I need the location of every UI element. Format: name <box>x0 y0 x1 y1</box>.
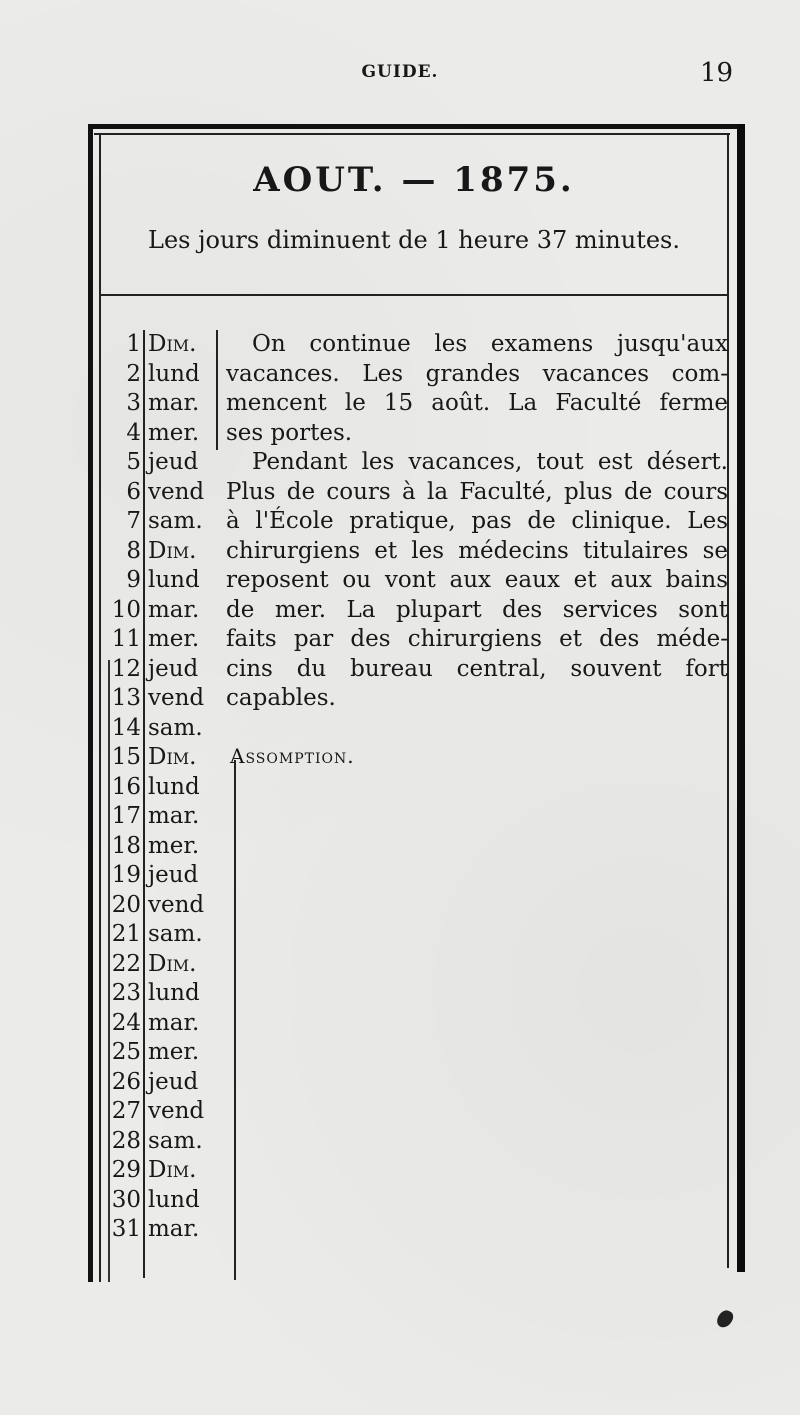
weekday-name: Dim. <box>148 744 197 770</box>
frame-top-inner-border <box>94 133 730 135</box>
weekday-name: lund <box>148 773 200 800</box>
day-number: 3 <box>126 390 141 416</box>
day-row <box>104 1215 234 1245</box>
note-line: ses portes. <box>226 419 353 446</box>
page-number: 19 <box>700 58 734 88</box>
day-number: 26 <box>111 1068 141 1095</box>
note-line: Pendant les vacances, tout est désert. <box>252 449 728 475</box>
note-line: chirurgiens et les médecins titulaires se <box>226 537 728 564</box>
day-length-note: Les jours diminuent de 1 heure 37 minutes. <box>148 226 680 254</box>
day-row <box>104 743 234 773</box>
note-line: de mer. La plupart des services sont <box>226 596 728 623</box>
day-row <box>104 478 234 508</box>
day-number: 7 <box>126 508 141 534</box>
day-number: 15 <box>111 744 141 770</box>
day-number: 16 <box>111 773 141 800</box>
day-number: 9 <box>126 567 141 593</box>
day-number: 2 <box>126 360 141 387</box>
day-row <box>104 1127 234 1157</box>
day-number: 25 <box>111 1039 141 1065</box>
day-row <box>104 1186 234 1216</box>
weekday-name: mar. <box>148 596 200 623</box>
weekday-name: mer. <box>148 419 200 446</box>
day-row <box>104 537 234 567</box>
weekday-name: mer. <box>148 832 200 859</box>
note-line: On continue les examens jusqu'aux <box>252 331 728 357</box>
weekday-name: Dim. <box>148 331 197 357</box>
day-row <box>104 920 234 950</box>
day-row <box>104 684 234 714</box>
day-number: 5 <box>126 449 141 475</box>
weekday-name: Dim. <box>148 950 197 977</box>
day-number: 11 <box>111 626 141 652</box>
day-row <box>104 655 234 685</box>
month-notes <box>226 330 728 714</box>
day-number: 6 <box>126 478 141 505</box>
day-number: 24 <box>111 1009 141 1036</box>
feast-label: Assomption. <box>230 744 355 768</box>
weekday-name: vend <box>148 685 205 711</box>
weekday-name: sam. <box>148 508 203 534</box>
weekday-name: lund <box>148 980 200 1006</box>
day-row <box>104 448 234 478</box>
day-number: 17 <box>111 803 141 829</box>
calendar-day-list <box>104 330 234 1245</box>
weekday-name: mer. <box>148 626 200 652</box>
day-row <box>104 861 234 891</box>
note-line: reposent ou vont aux eaux et aux bains <box>226 567 728 593</box>
day-number: 22 <box>111 950 141 977</box>
weekday-name: mar. <box>148 803 200 829</box>
weekday-name: mer. <box>148 1039 200 1065</box>
weekday-name: sam. <box>148 714 203 741</box>
weekday-name: mar. <box>148 1009 200 1036</box>
note-line: Plus de cours à la Faculté, plus de cours <box>226 478 728 505</box>
day-row <box>104 389 234 419</box>
day-number: 4 <box>126 419 141 446</box>
day-row <box>104 773 234 803</box>
month-title: AOUT. — 1875. <box>253 160 575 200</box>
day-number: 30 <box>111 1186 141 1213</box>
weekday-name: jeud <box>148 449 199 475</box>
frame-left-border <box>88 124 93 1282</box>
weekday-name: lund <box>148 567 200 593</box>
day-row <box>104 1156 234 1186</box>
day-row <box>104 596 234 626</box>
day-row <box>104 714 234 744</box>
day-row <box>104 625 234 655</box>
day-number: 13 <box>111 685 141 711</box>
day-row <box>104 1097 234 1127</box>
day-number: 1 <box>126 331 141 357</box>
weekday-name: sam. <box>148 921 203 947</box>
weekday-name: Dim. <box>148 1157 197 1183</box>
day-row <box>104 832 234 862</box>
header-divider <box>101 294 727 296</box>
day-number: 12 <box>111 655 141 682</box>
weekday-name: vend <box>148 891 205 918</box>
note-line: vacances. Les grandes vacances com- <box>226 360 728 387</box>
day-row <box>104 1068 234 1098</box>
day-row <box>104 802 234 832</box>
weekday-name: mar. <box>148 390 200 416</box>
weekday-name: jeud <box>148 1068 199 1095</box>
day-number: 27 <box>111 1098 141 1124</box>
day-number: 21 <box>111 921 141 947</box>
day-number: 10 <box>111 596 141 623</box>
frame-top-border <box>88 124 740 129</box>
day-number: 31 <box>111 1216 141 1242</box>
day-row <box>104 891 234 921</box>
day-number: 14 <box>111 714 141 741</box>
day-row <box>104 419 234 449</box>
running-title: GUIDE. <box>361 62 439 82</box>
weekday-name: lund <box>148 1186 200 1213</box>
running-head <box>0 58 800 92</box>
day-number: 19 <box>111 862 141 888</box>
day-row <box>104 566 234 596</box>
day-row <box>104 950 234 980</box>
weekday-name: mar. <box>148 1216 200 1242</box>
note-line: capables. <box>226 685 336 711</box>
weekday-name: vend <box>148 478 205 505</box>
weekday-name: sam. <box>148 1127 203 1154</box>
weekday-name: Dim. <box>148 537 197 564</box>
day-row <box>104 507 234 537</box>
column-divider-day-lower <box>234 760 236 1280</box>
weekday-name: lund <box>148 360 200 387</box>
day-row <box>104 1038 234 1068</box>
day-row <box>104 979 234 1009</box>
weekday-name: vend <box>148 1098 205 1124</box>
day-number: 23 <box>111 980 141 1006</box>
day-number: 20 <box>111 891 141 918</box>
day-number: 18 <box>111 832 141 859</box>
note-line: cins du bureau central, souvent fort <box>226 655 728 682</box>
frame-right-border <box>737 124 745 1272</box>
day-number: 29 <box>111 1157 141 1183</box>
weekday-name: jeud <box>148 862 199 888</box>
note-line: mencent le 15 août. La Faculté ferme <box>226 390 728 416</box>
note-line: faits par des chirurgiens et des méde- <box>226 626 728 652</box>
day-row <box>104 1009 234 1039</box>
day-number: 28 <box>111 1127 141 1154</box>
note-line: à l'École pratique, pas de clinique. Les <box>226 508 728 534</box>
day-row <box>104 330 234 360</box>
weekday-name: jeud <box>148 655 199 682</box>
day-number: 8 <box>126 537 141 564</box>
day-row <box>104 360 234 390</box>
